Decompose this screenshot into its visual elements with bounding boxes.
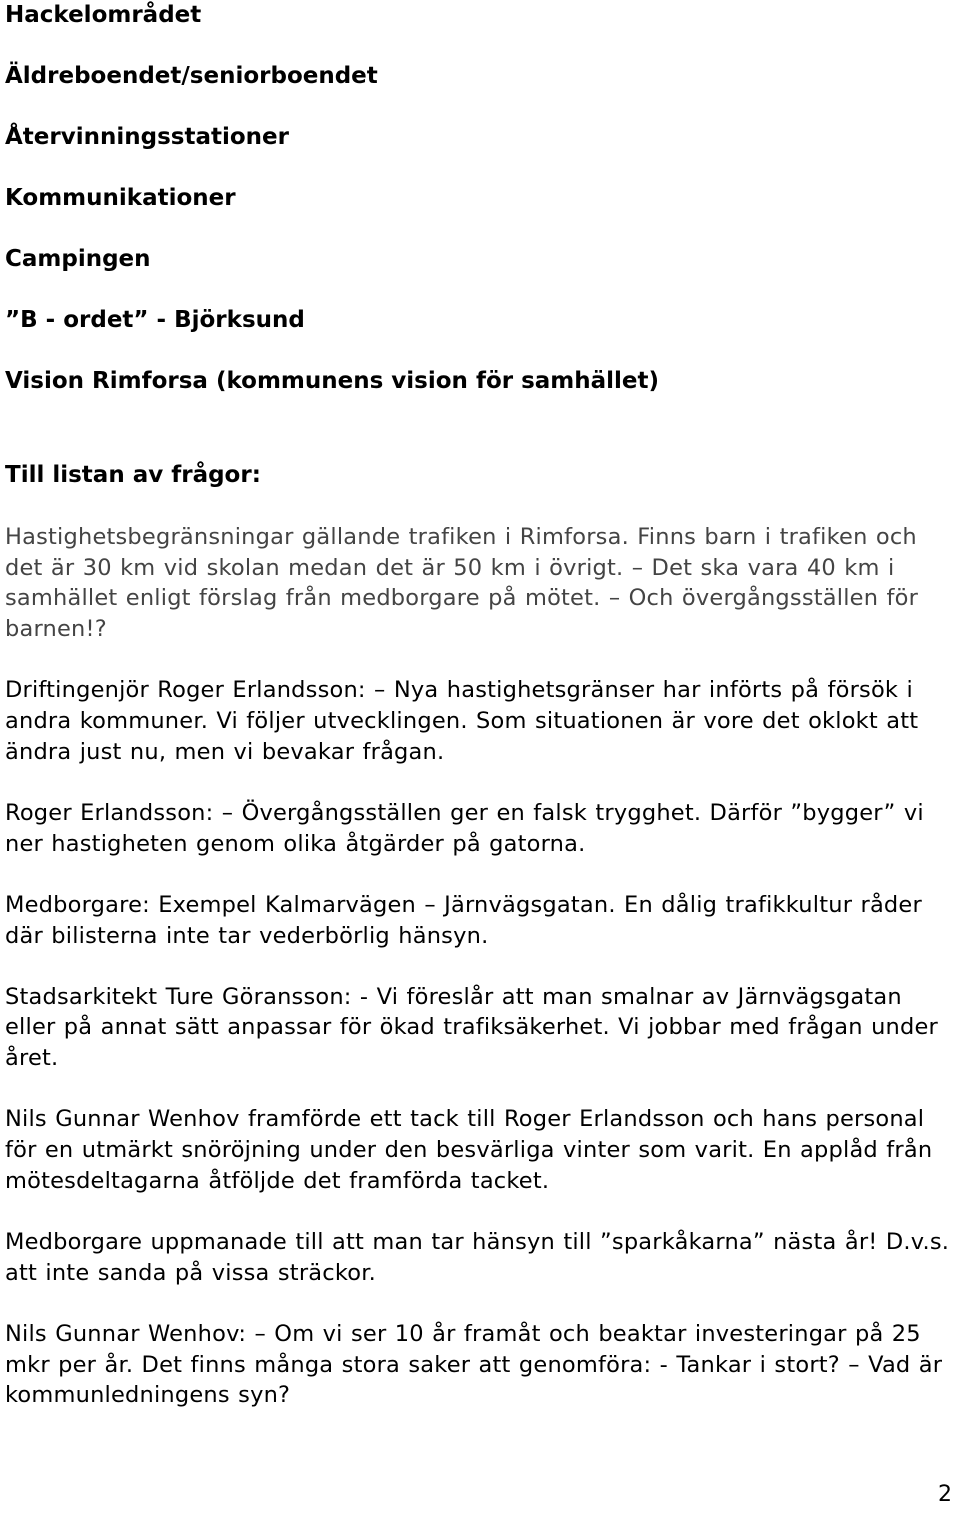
heading-vision-rimforsa: Vision Rimforsa (kommunens vision för samhället): [5, 368, 660, 394]
paragraph-kalmarvagen: Medborgare: Exempel Kalmarvägen – Järnvägsgatan. En dålig trafikkultur råder där bilisterna inte tar vederbörlig hänsyn.: [5, 891, 922, 949]
heading-aldreboendet: Äldreboendet/seniorboendet: [5, 63, 378, 89]
paragraph-city-architect: Stadsarkitekt Ture Göransson: - Vi föreslår att man smalnar av Järnvägsgatan eller på annat sätt anpassar för ökad trafiksäkerhet. Vi jobbar med frågan under året.: [5, 983, 938, 1072]
heading-b-ordet: ”B - ordet” - Björksund: [5, 307, 305, 333]
heading-hackelomradet: Hackelområdet: [5, 2, 202, 28]
paragraph-crossings: Roger Erlandsson: – Övergångsställen ger en falsk trygghet. Därför ”bygger” vi ner hastigheten genom olika åtgärder på gatorna.: [5, 799, 924, 857]
heading-kommunikationer: Kommunikationer: [5, 185, 236, 211]
paragraph-kick-sleds: Medborgare uppmanade till att man tar hänsyn till ”sparkåkarna” nästa år! D.v.s. att inte sanda på vissa sträckor.: [5, 1228, 950, 1286]
questions-title: Till listan av frågor:: [5, 462, 261, 488]
paragraph-drift-engineer: Driftingenjör Roger Erlandsson: – Nya hastighetsgränser har införts på försök i andra kommuner. Vi följer utvecklingen. Som situationen är vore det oklokt att ändra just nu, men vi bevakar frågan.: [5, 677, 919, 765]
heading-atervinningsstationer: Återvinningsstationer: [5, 124, 289, 150]
document-page: [5, 0, 957, 1409]
agenda-headings: [5, 0, 957, 396]
paragraph-investments: Nils Gunnar Wenhov: – Om vi ser 10 år framåt och beaktar investeringar på 25 mkr per år. Det finns många stora saker att genomföra: - Tankar i stort? – Vad är kommunledningens syn?: [5, 1320, 943, 1409]
page-number: 2: [938, 1482, 952, 1507]
heading-campingen: Campingen: [5, 246, 151, 272]
paragraph-snow-clearing: Nils Gunnar Wenhov framförde ett tack till Roger Erlandsson och hans personal för en utmärkt snöröjning under den besvärliga vinter som varit. En applåd från mötesdeltagarna åtföljde det framförda tacket.: [5, 1106, 933, 1194]
questions-body: [5, 522, 957, 1441]
paragraph-speed-limits: Hastighetsbegränsningar gällande trafiken i Rimforsa. Finns barn i trafiken och det är 30 km vid skolan medan det är 50 km i övrigt. – Det ska vara 40 km i samhället enligt förslag från medborgare på mötet. – Och övergångsställen för barnen!?: [5, 524, 919, 643]
